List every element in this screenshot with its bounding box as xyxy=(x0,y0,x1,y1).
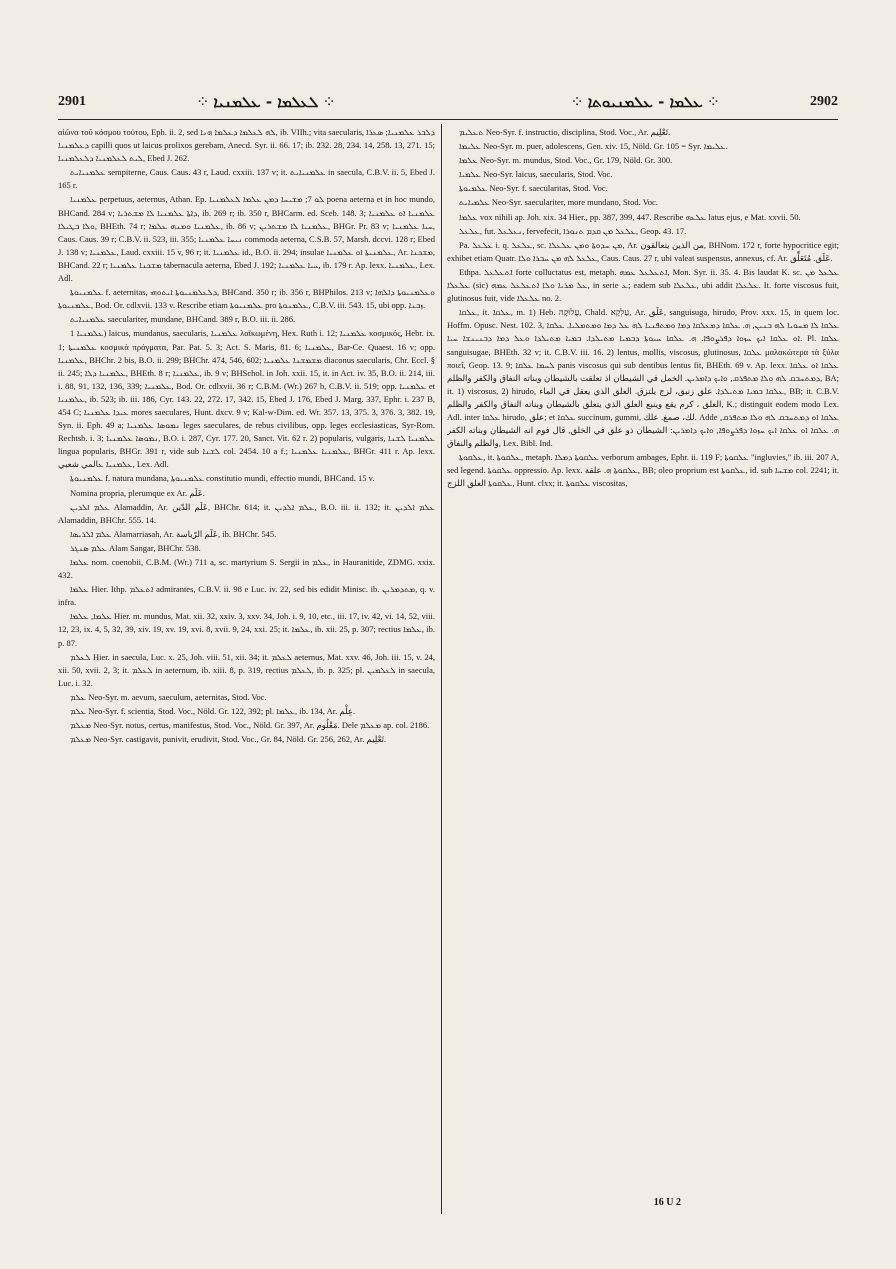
page-header xyxy=(58,90,838,114)
entry: Ethpa. ܐܬܥܠܥܠ forte colluctatus est, metaph. ܐܬܥܠܥܠ ܥܡܗ, Mon. Syr. ii. 35. 4. Bis laudat K. sc. ܥܠܥܠ ܡܢ ܥܠܥܠܐ (sic) ܥܠ ܡܪܝܐ ܘܠܐ ܐܬܥܠܥܠ ܥܡܗ, in serie ܥ; eadem sub ܥܠܥܠܐ, ubi addit ܥܠܥܠܐ. It. forte viscosus fuit, glutinosus fuit, vide ܥܠܥܠܐ no. 2. xyxy=(447,266,839,304)
entry: ܥܠܡ ܐܠܕܝܢ Alamaddin, Ar. عَلَم الدّين, BHChr. 614; it. ܥܠܡ ܐܠܕܝܢ, B.O. iii. ii. 132; it. ܥܠܡ ܐܠܕܝܢ Alamaddin, BHChr. 555. 14. xyxy=(58,501,435,525)
entry: ܥܠܡ Neo-Syr. f. scientia, Stod. Voc., Nöld. Gr. 122, 392; pl. ܥܠܡܐ, ib. 134, Ar. عِلْم. xyxy=(70,706,356,717)
running-title-left xyxy=(196,92,336,112)
entry: ܡܥܠܡ Neo-Syr. castigavit, punivit, erudivit, Stod. Voc., Gr. 84, Nöld. Gr. 256, 262, Ar. تَعْلِيم. xyxy=(70,734,387,745)
header-rule xyxy=(58,119,838,120)
entry: ܥܠܡܢܝܘܬܐ f. aeternitas, ܕܠܥܠܡܢܝܘܬܐ ܐܝܬܘܗܝ, BHCand. 350 r; ib. 356 r, BHPhilos. 213 v; ܘܥܠܡܢܝܘܬܐ ܕܐܠܗܐ ܥܠܡܢܝܘܬܐ, Bod. Or. cdlxvii. 133 v. Rescribe etiam ܥܠܡܢܝܘܬܐ pro ܥܠܡܢܘܬܐ, C.B.V. iii. 543. 15, ubi opp. ܙܒܢܐ. xyxy=(58,287,435,311)
entry: αἰῶνα τοῦ κόσμου τούτου, Eph. ii. 2, sed ܠܗ ܠܥܠܡܐ ܕܥܠܡܐ ܗܢܐ, ib. VIIh.; vita saecularis, ܕܠܒܪ ܥܠܡܢܝܐ; ܣܥܪܐ ܕܥܠܡܢܝܐ capilli quos ut laicus prolixos gerebam, Anecd. Syr. ii. 66. 17; ib. 232. 28, 234. 14, 258. 13, 271. 15; ܠܝܬ ܠܥܠܡܢܝܐ ܕܠܥܠܡܢܝܐ, Ebed J. 262. xyxy=(58,127,435,164)
running-title-right xyxy=(570,92,720,112)
entry: Pa. ܥܠܥܠ i. q. ܥܠܥܠ, sc. ܡܢ ܚܕܘܬܐ ܘܡܢ ܥܠܥܠܐ, Ar. من الذين يتعالقون, BHNom. 172 r, forte hypocritice egit; exhibet etiam Quatr. ܥܠܥܠ ܠܗ ܡܢ ܚܒܪܐ ܘܠܐ, Caus. Caus. 27 r, ubi valeat suspensus, annexus, cf. Ar. عَلَق. مُتَعَلِّق. xyxy=(447,239,839,263)
entry: ܥܠܡܢܝܐ 1) laicus, mundanus, saecularis, ܥܠܡܢܝܐ λαϊκωμένη, Hex. Ruth i. 12; ܥܠܡܢܝܐ κοσμικός, Hebr. ix. 1; ܥܠܡܢܝܬܐ κοσμικὰ πράγματα, Par. Pat. 5. 3; Act. S. Maris, 81. 6; ܥܠܡܢܝܐ, Bar-Ce. Quaest. 16 v; opp. ܥܠܡܢܝܐ, BHChr. 2 bis, B.O. ii. 299; BHChr. 474, 546, 602; ܡܫܡܫܢܐ ܥܠܡܢܝܐ diaconus saecularis, Chr. Eccl. § ii. 245; ܥܠܡܢܝܐ ܕܠܐ, BHEth. 8 r; ܥܠܡܢܝܐ, ib. 9 v; BHSchol. in Joh. xxii. 15, it. in Act. iv. 35, B.O. ii. 214, iii. i. 88, 91, 132, 136, 339; ܥܠܡܢܝܐ, Bod. Or. cdlxvii. 36 r; C.B.M. (Wr.) 267 b, C.B.V. ii. 519; opp. ܥܠܡܢܝܐ et ܥܠܡܢܝܐ, ib. 523; ib. iii. 186, Cyr. 143. 22, 272. 17, 342. 15, Ebed J. 176, Ebed J. Marg. 337, Ephr. i. 237 B, 454 C; ܥܝܕܐ ܥܠܡܢܝܐ mores saeculares, Hunt. dxcv. 9 v; Kal-w-Dim. ed. Wr. 357. 13, 375. 3, 376. 3, 382. 19, Syn. ii. Eph. 49 a; ܢܡܘܣܐ ܥܠܡܢܝܐ leges saeculares, de rebus civilibus, opp. leges ecclesiasticas, Syr-Rom. Rechtsb. i. 3; ܢܡܘܣܐ ܥܠܡܢܝܐ, B.O. i. 287, Cyr. 177. 20, Sanct. Vit. 62 r. 2) popularis, vulgaris, ܥܠܡܢܝܐ ܠܫܢܐ lingua popularis, BHGr. 391 r, vide sub ܠܫܢܐ col. 2454. 10 a f.; ܥܠܡܢܝܐ ܥܠܡܢܝܐ, BHGr. 411 r. Ap. lexx. ܥܠܡܢܝܐ ܥالمي شعبي, Lex. Adl. xyxy=(58,328,435,470)
entry: ܥܠܡܐ, ܥܠܡܐ Hier. m. mundus, Mat. xii. 32, xxiv. 3, xxv. 34, Joh. i. 9, 10, etc., iii. 17, iv. 42, vi. 14, 52, viii. 12, 23, ix. 4, 5, 32, 39, xiv. 19, xv. 19, xvi. 8, xvii. 9, 24, xxi. 25; it. ܥܠܡܐ, ib. xii. 25, p. 307; rectius ܥܠܡܐ, ib. p. 87. xyxy=(58,611,435,648)
entry: ܥܠܡܐ Neo-Syr. m. mundus, Stod. Voc., Gr. 179, Nöld. Gr. 300. xyxy=(459,155,673,166)
signature-mark: 16 U 2 xyxy=(653,1197,681,1208)
entry: ܥܠܡܐ vox nihili ap. Joh. xix. 34 Hier., pp. 387, 399, 447. Rescribe ܥܠܥܗ latus ejus, e Mat. xxvii. 50. xyxy=(459,211,801,222)
entry: ܥܠܡܐ Hier. Ithp. ܐܬܥܠܡ admirantes, C.B.V. ii. 98 e Luc. iv. 22, sed bis edidit Minisc. ib. ܡܬܕܡܪܝܢ, q. v. infra. xyxy=(58,584,435,608)
left-page-number: 2901 xyxy=(58,94,86,109)
running-head xyxy=(86,92,810,112)
right-running-title: ܥܠܡܐ - ܥܠܡܢܝܘܬܐ xyxy=(587,93,703,111)
entry: ܥܠܡܢܝܘܬܐ f. natura mundana, ܥܠܡܢܝܘܬܐ constitutio mundi, effectio mundi, BHCand. 15 v. xyxy=(70,473,375,484)
entry: ܥܠܡܢܝܐ perpetuus, aeternus, Athan. Ep. ܠܘ 7; ܡܫܝܚܐ ܕܡܢ ܥܠܡܐ ܠܥܠܡܢܝܐ poena aeterna et in hoc mundo, BHCand. 284 v; ܕܐܬܐ ܥܠܡܢܝܐ ܠܐ ܡܫܬܪܝܐ, ib. 269 r; ib. 350 r, BHCarm. ed. Sceb. 148. 3; ܥܠܡܢܝܐ ܐܘ ܥܠܡܢܝܐ ܘܠܐ ܒܛܝܠܐ, BHEth. 74 r; ܥܠܡܢܝܐ ܘܡܢܗ ܥܠܡܐ, ib. 86 v; ܥܠܡܢܝܐ ܠܐ ܡܫܬܪܝܢ, BHGr. Pr. 83 v; ܚܝܐ ܥܠܡܢܝܐ, Caus. Caus. 39 r; C.B.V. ii. 523, iii. 355; ܢܝܚܐ ܥܠܡܢܝܐ commoda aeterna, C.S.B. 57, Marsh. dccvi. 128 r; Ebed J. 138 v; ܥܠܡܢܝܐ, Laud. cxxiii. 15 v, 96 r; it. ܥܠܡܢܝܐ id., B.O. ii. 294; insulae ܥܠܡܢܝܬܐ ܐܘ ܥܠܡܢܝܐ, Ar. ܡܫܟܢܐ, BHCand. 22 r; ܡܫܟܢܐ ܥܠܡܢܝܐ tabernacula aeterna, Ebed J. 192; ܚܝܐ ܥܠܡܢܝܐ, ib. 179 r. Ap. lexx. ܥܠܡܢܝܐ, Lex. Adl. xyxy=(58,194,435,284)
entry: ܠܥܠܡ Hier. in saecula, Luc. x. 25, Joh. viii. 51, xii. 34; it. ܠܥܠܡ aeternus, Mat. xxv. 46, Joh. iii. 15, v. 24, xii. 50, xvii. 2, 3; it. ܠܥܠܡ in aeternum, ib. xiii. 8, p. 319, rectius ܠܥܠܡ, ib. p. 325; pl. ܠܥܠܡܝܢ in saecula, Luc. i. 32. xyxy=(58,651,435,688)
entry: ܥܠܡܢܝܐܝܬ saeculariter, mundane, BHCand. 389 r, B.O. iii. ii. 286. xyxy=(70,314,296,325)
entry: ܥܠܡܝܐܝܬ Neo-Syr. saeculariter, more mundano, Stod. Voc. xyxy=(459,197,658,208)
entry: Nomina propria, plerumque ex Ar. عَلَم. xyxy=(70,487,205,498)
ornament-left-1: ⁘ xyxy=(196,94,210,111)
right-column xyxy=(447,126,839,1211)
ornament-right-2: ⁘ xyxy=(706,94,720,111)
right-page-number: 2902 xyxy=(810,94,838,109)
entry: ܥܠܩܘܬܐ, it. ܥܠܩܘܬܐ, metaph. ܥܠܩܘܬܐ ܕܡܠܐ verborum ambages, Ephr. ii. 119 F; ܥܠܩܘܬܐ "ingluvies," ib. iii. 207 A, sed legend. ܥܠܩܘܬܐ oppressio. Ap. lexx. ܥܠܩܘܬܐ ܗ. علقة, BB; oleo proprium est ܥܠܩܘܬܐ, id. sub ܡܫܚܐ col. 2241; it. ܥܠܩܘܬܐ العلق اللزج, Hunt. clxx; it. ܥܠܩܘܬܐ viscositas, xyxy=(447,452,839,489)
entry: ܥܠܡ Neo-Syr. m. aevum, saeculum, aeternitas, Stod. Voc. xyxy=(70,691,267,702)
entry: ܥܠܡܝܐ Neo-Syr. laicus, saecularis, Stod. Voc. xyxy=(459,169,613,180)
left-column xyxy=(58,126,435,1211)
entry: ܥܠܥܠ, fut. ܢܥܠܥܠ, fervefecit, ܥܠܥܠ ܡܢ ܩܕܡ ܬܢܘܪܐ, Geop. 43. 17. xyxy=(459,225,687,236)
entry: ܥܠܡܢܝܐܝܬ sempiterne, Caus. Caus. 43 r, Laud. cxxiii. 137 v; it. ܥܠܡܢܝܐܝܬ in saecula, C.B.V. ii. 5, Ebed J. 165 r. xyxy=(58,167,435,191)
entry: ܡܥܠܡ Neo-Syr. notus, certus, manifestus, Stod. Voc., Nöld. Gr. 397, Ar. مَعْلُوم. Dele ܡܥܠܡ ap. col. 2186. xyxy=(70,720,430,731)
entry: ܥܠܡ ܣܢܓܪ Alam Sangar, BHChr. 538. xyxy=(70,542,201,553)
entry: ܥܠܡܐ nom. coenobii, C.B.M. (Wr.) 711 a, sc. martyrium S. Sergii in ܥܠܡ, in Hauranitide, ZDMG. xxix. 432. xyxy=(58,557,435,581)
ornament-right-1: ⁘ xyxy=(570,94,584,111)
entry: ܥܠܩܐ, it. ܥܠܩܐ, m. 1) Heb. עֲלוּקָה, Chald. עַלְקָא, Ar. عَلَق, sanguisuga, hirudo, Prov. xxx. 15, in quem loc. Hoffm. Opusc. Nest. 102. 3, ܥܠܩܐ ܠܐ ܡܚܘܝܐ ܠܗ ܒܢܝܢ, ܗ. ܥܠܩܐ ܕܡܥܠܩܐ ܕܡܐ ܘܡܬܦܢܝܐ ܠܗ ܥܠ ܕܡܐ ܘܡܬܡܠܝܐ. ܥܠܩܐ ܐܘ ܥܠܩܐ ܐܝܟ ܚܙܘܐ ܕܦܪܨܘܦܐ. ܗ. ܥܠܩܐ ܚܝܘܬܐ ܕܒܡܝܐ ܡܬܝܠܕܐ. ܒܡܝܐ ܡܬܝܠܕܐ ܘܥܠ ܕܡܐ ܕܒܢܝܢܫܐ ܚܝܐ. Pl. ܥܠܩܐ sanguisugae, BHEth. 32 v; it. C.B.V. iii. 16. 2) lentus, mollis, viscosus, glutinosus, ܥܠܩܐ μαλακώτερα τὰ ξύλα ποιεῖ, Geop. 13. 9; ܠܚܡܐ ܥܠܩܐ panis viscosus qui sub dentibus lentus fit, BHEth. 69 v. Ap. lexx. ܥܠܩܐ ܐܘ ܥܠܩܐ ܕܡܬܚܒܩ ܠܗ ܘܠܐ ܡܬܦܪܩ, ܘܐܝܟ ܕܐܡܪܝܢ. الخمل في الشيطان اذ تعلقت بالشيطان وبناته النفاق والكفر والظلم, BA; it. 1) viscosus, 2) hirudo, ܥܠܩܐ ܒܡܝܐ ܡܬܝܠܕܐ. علق زنبق، لزج يلتزق. العلق الذي يعقل في الماء, BB; it. C.B.V. العلق ، كرم يقع وينبع العلق الذي يتعلق بالشيطان وبناته النفاق والكفر والظلم, K.; distinguit eodem modo Lex. Adl. inter ܥܠܩܐ hirudo, علق; et ܥܠܩܐ succinum, gummi, لك، صمغ. علك. Adde ܥܠܩܐ ܐܘ ܕܡܬܚܒܩ ܠܗ ܘܠܐ ܡܬܦܪܩ, ܗ. ܥܠܩܐ ܐܘ ܥܠܩܐ ܐܝܟ ܚܙܘܐ ܕܦܪܨܘܦܐ, ܘܐܝܟ ܕܐܡܪܝܢ: الشيطان ذو علق في الخلق, قال فوم انه الشيطان وبناته الكفر والظلم والنفاق, Lex. Bibl. Ind. xyxy=(447,307,839,449)
column-separator xyxy=(441,124,442,1214)
entry: ܥܠܡ ܐܠܪܝܣܐ Alamarriasah, Ar. عَلَم الرّياسة, ib. BHChr. 545. xyxy=(70,528,277,539)
ornament-left-2: ⁘ xyxy=(322,94,336,111)
entry: ܬܥܠܝܡ Neo-Syr. f. instructio, disciplina, Stod. Voc., Ar. تَعْلِيم. xyxy=(459,127,671,137)
entry: ܥܠܡܝܘܬܐ Neo-Syr. f. saecularitas, Stod. Voc. xyxy=(459,183,608,194)
left-running-title: ܠܥܠܡܐ - ܥܠܡܢܝܐ xyxy=(213,93,319,111)
entry: ܥܠܝܡܐ Neo-Syr. m. puer, adolescens, Gen. xiv. 15, Nöld. Gr. 105 = Syr. ܥܠܝܡܐ. xyxy=(459,141,728,152)
